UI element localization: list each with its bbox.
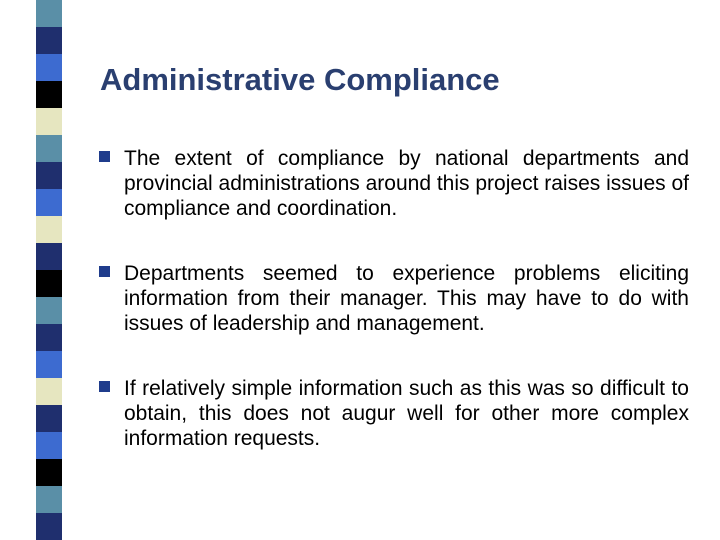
stripe bbox=[36, 81, 62, 108]
stripe bbox=[36, 0, 62, 27]
square-bullet-icon bbox=[99, 381, 110, 392]
stripe bbox=[36, 27, 62, 54]
decorative-stripe-bar bbox=[0, 0, 64, 540]
stripe bbox=[36, 216, 62, 243]
stripe bbox=[36, 459, 62, 486]
stripe bbox=[36, 405, 62, 432]
stripe bbox=[36, 378, 62, 405]
stripe bbox=[36, 243, 62, 270]
stripe bbox=[36, 486, 62, 513]
square-bullet-icon bbox=[99, 266, 110, 277]
bullet-item bbox=[99, 146, 689, 221]
stripe bbox=[36, 513, 62, 540]
stripe bbox=[36, 189, 62, 216]
square-bullet-icon bbox=[99, 151, 110, 162]
bullet-text: Departments seemed to experience problems eliciting information from their manager. This may have to do with issues of leadership and management. bbox=[124, 262, 689, 335]
bullet-item bbox=[99, 376, 689, 451]
stripe bbox=[36, 108, 62, 135]
bullet-text: If relatively simple information such as this was so difficult to obtain, this does not augur well for other more complex information requests. bbox=[124, 377, 689, 450]
stripe bbox=[36, 432, 62, 459]
stripe bbox=[36, 297, 62, 324]
slide-title: Administrative Compliance bbox=[100, 62, 500, 97]
stripe bbox=[36, 135, 62, 162]
bullet-text: The extent of compliance by national departments and provincial administrations around this project raises issues of compliance and coordination. bbox=[124, 147, 689, 220]
stripe bbox=[36, 351, 62, 378]
stripe bbox=[36, 54, 62, 81]
bullet-item bbox=[99, 261, 689, 336]
stripe bbox=[36, 324, 62, 351]
stripe bbox=[36, 270, 62, 297]
stripe bbox=[36, 162, 62, 189]
